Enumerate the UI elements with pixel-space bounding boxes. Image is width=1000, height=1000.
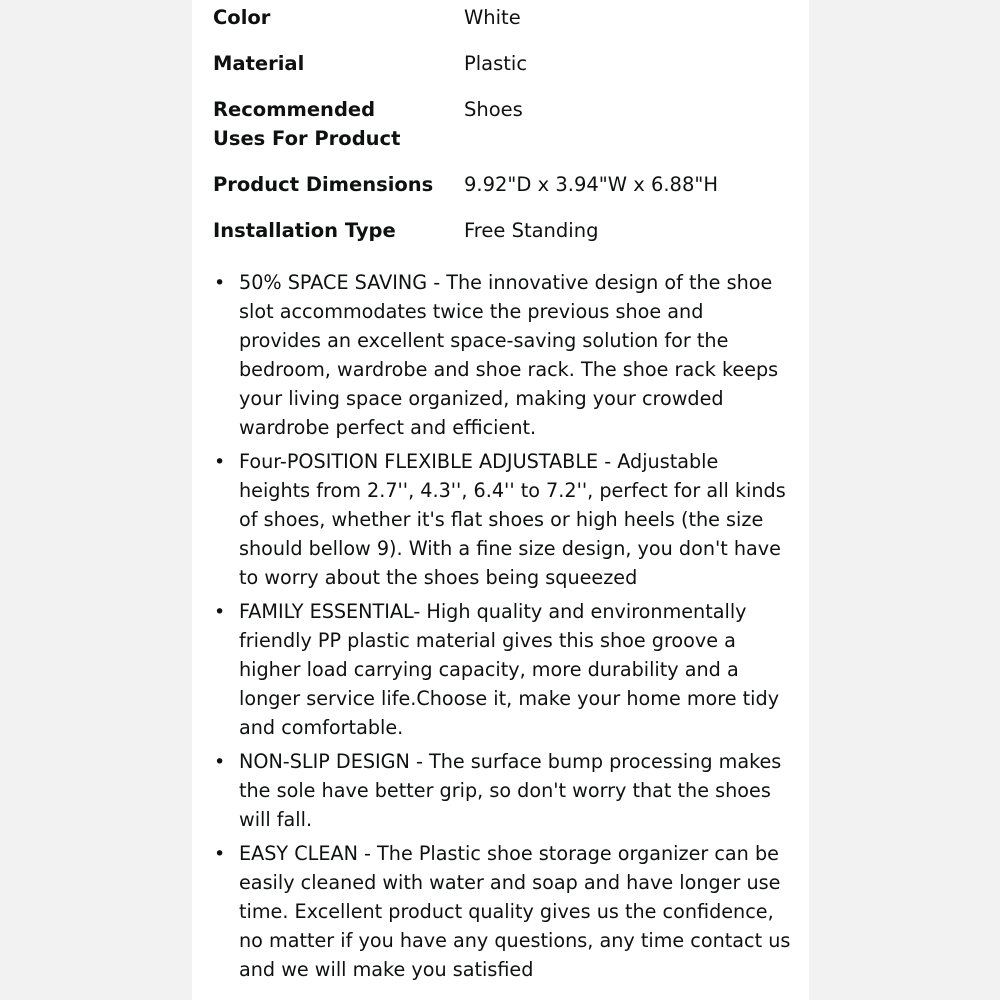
feature-bullet	[213, 448, 791, 593]
feature-bullet	[213, 748, 791, 835]
spec-value: Shoes	[464, 98, 523, 121]
product-details-panel	[192, 0, 809, 1000]
feature-bullet-text: EASY CLEAN - The Plastic shoe storage organizer can be easily cleaned with water and soap and have longer use time. Excellent product quality gives us the confidence, no matter if you have any questions, any time contact us and we will make you satisfied	[239, 842, 791, 981]
feature-bullet-text: Four-POSITION FLEXIBLE ADJUSTABLE - Adjustable heights from 2.7'', 4.3'', 6.4'' to 7.2'', perfect for all kinds of shoes, whether it's flat shoes or high heels (the size should bellow 9). With a fine size design, you don't have to worry about the shoes being squeezed	[239, 449, 786, 589]
feature-bullet-text: 50% SPACE SAVING - The innovative design of the shoe slot accommodates twice the previous shoe and provides an excellent space-saving solution for the bedroom, wardrobe and shoe rack. The shoe rack keeps your living space organized, making your crowded wardrobe perfect and efficient.	[239, 271, 779, 439]
feature-bullet	[213, 840, 791, 985]
spec-value: White	[464, 6, 521, 29]
spec-label: Installation Type	[213, 219, 396, 242]
bullet-icon: •	[214, 751, 226, 773]
feature-bullet	[213, 598, 791, 743]
spec-row-color	[213, 3, 793, 32]
feature-bullet-text: NON-SLIP DESIGN - The surface bump processing makes the sole have better grip, so don't worry that the shoes will fall.	[239, 750, 782, 831]
bullet-icon: •	[214, 272, 226, 294]
spec-row-installation-type	[213, 216, 793, 245]
product-specs-table	[213, 3, 793, 262]
spec-label: Color	[213, 6, 271, 29]
spec-label: Recommended Uses For Product	[213, 98, 401, 150]
feature-bullet-list	[213, 269, 791, 990]
spec-value: Free Standing	[464, 219, 599, 242]
spec-row-recommended-uses	[213, 95, 793, 153]
spec-row-material	[213, 49, 793, 78]
bullet-icon: •	[214, 450, 226, 473]
bullet-icon: •	[214, 600, 226, 623]
spec-value: Plastic	[464, 52, 528, 75]
spec-label: Product Dimensions	[213, 173, 434, 196]
spec-row-product-dimensions	[213, 170, 793, 199]
feature-bullet-text: FAMILY ESSENTIAL- High quality and environmentally friendly PP plastic material gives this shoe groove a higher load carrying capacity, more durability and a longer service life.Choose it, make your home more tidy and comfortable.	[239, 599, 780, 739]
feature-bullet	[213, 269, 791, 442]
spec-label: Material	[213, 52, 305, 75]
spec-value: 9.92"D x 3.94"W x 6.88"H	[464, 173, 718, 196]
bullet-icon: •	[214, 843, 226, 866]
